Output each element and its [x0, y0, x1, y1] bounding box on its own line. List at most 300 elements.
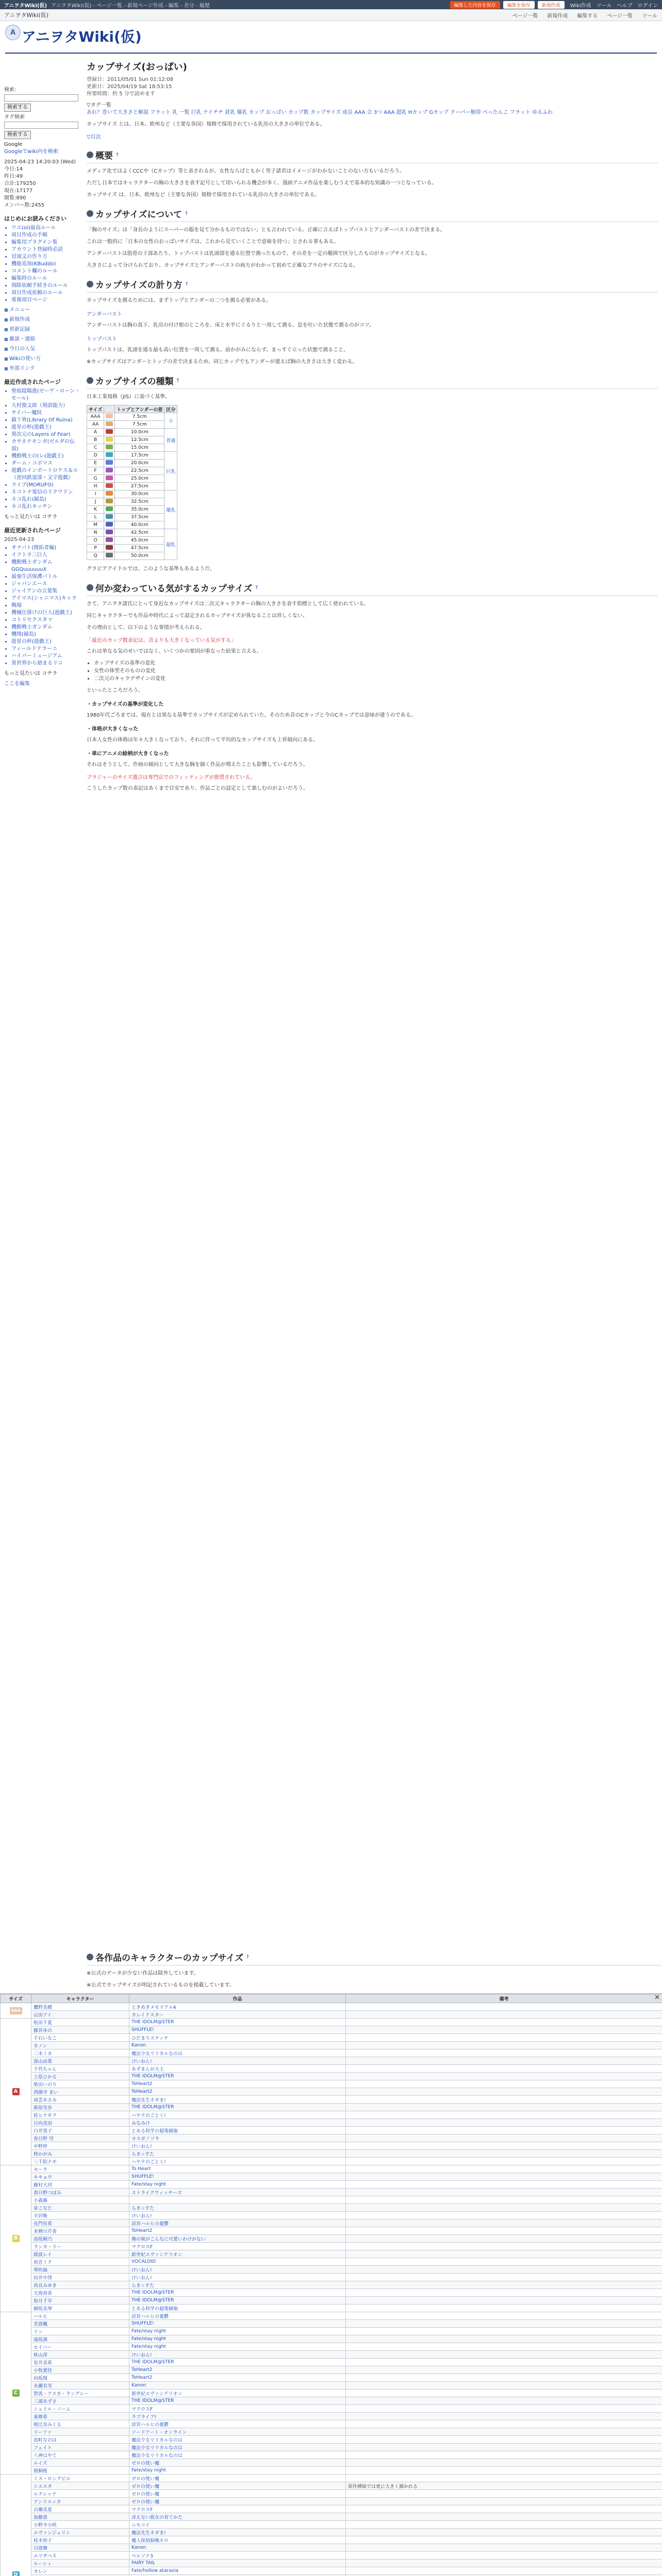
- recent-page-link[interactable]: • サイバー魔紋: [11, 410, 81, 417]
- character-note: [346, 2498, 662, 2505]
- work-title[interactable]: ゼロの使い魔: [129, 2459, 346, 2467]
- cup-table-row: [87, 537, 177, 545]
- sidebar-nav-item[interactable]: ■ 新規作成: [4, 316, 81, 324]
- character-name[interactable]: 桂木弥子: [31, 2536, 129, 2544]
- mini-th-diff: トップとアンダーの差: [115, 405, 164, 413]
- guide-item[interactable]: • 編集時のルール: [11, 275, 81, 282]
- recent-page-link[interactable]: • カサネテモンガ(ゼルダの伝説): [11, 438, 81, 453]
- character-note: [346, 2119, 662, 2127]
- character-name[interactable]: 柴田いのり: [31, 2080, 129, 2088]
- access-counter: [4, 159, 81, 209]
- table-row: [1, 2459, 662, 2467]
- sidebar-nav-item[interactable]: ■ Wikiの使い方: [4, 355, 81, 363]
- toolbar-tools[interactable]: ツール: [642, 13, 657, 19]
- character-name[interactable]: 惣流・アスカ・ラングレー: [31, 2389, 129, 2397]
- character-name[interactable]: 春日野つぼみ: [31, 2189, 129, 2196]
- toolbar-brand[interactable]: アニヲタWiki(仮): [4, 12, 49, 19]
- work-title[interactable]: 俺の妹がこんなに可愛いわけがない: [129, 2235, 346, 2243]
- recent-page-link[interactable]: • 遊戯のインポートロケス＆ル（逆回鉄道部・文字遊戯）: [11, 467, 81, 482]
- work-title[interactable]: 魔法先生ネギま!: [129, 2096, 346, 2104]
- cup-size-cell: [87, 552, 104, 560]
- updated-page-link[interactable]: • ジャイアンの言葉集: [11, 588, 81, 595]
- character-name[interactable]: 三浦あずさ: [31, 2397, 129, 2405]
- sidebar-nav-item[interactable]: ■ 今日の人気: [4, 346, 81, 353]
- cup-table-row: [87, 452, 177, 460]
- character-name[interactable]: 間桐桜: [31, 2467, 129, 2475]
- recent-page-link[interactable]: • 鏡下界(Library Of Ruina): [11, 417, 81, 424]
- character-name[interactable]: 白井黒子: [31, 2127, 129, 2134]
- character-name[interactable]: 御坂美琴: [31, 2304, 129, 2312]
- work-title[interactable]: あずまんが大王: [129, 2065, 346, 2073]
- work-title[interactable]: ToHeart2: [129, 2374, 346, 2382]
- character-note: [346, 2042, 662, 2049]
- topbust-text: トップバストは、乳頭を通る最も高い位置を一周して測る。前かがみにならず、まっすぐ立った状態で測ること。: [87, 347, 349, 353]
- topbar-link-help[interactable]: ヘルプ: [617, 3, 633, 9]
- updated-page-link[interactable]: • イフトラ三巨人: [11, 552, 81, 559]
- work-title[interactable]: ハヤテのごとく!: [129, 2158, 346, 2165]
- cup-swatch-cell: [104, 460, 115, 467]
- work-title[interactable]: ToHeart2: [129, 2366, 346, 2374]
- toolbar-edit[interactable]: 編集する: [577, 13, 598, 19]
- work-title[interactable]: マクロスF: [129, 2243, 346, 2250]
- character-name[interactable]: セーラ: [31, 2165, 129, 2173]
- counter-yesterday: 昨日:49: [4, 174, 23, 179]
- table-row: [1, 2405, 662, 2413]
- why-bullet: • 女性の体型そのものの変化: [94, 667, 658, 675]
- updated-page-link[interactable]: • 機関(鏡島): [11, 631, 81, 638]
- cup-p1: 「胸のサイズ」は「身長のようにスーパーの服を見て分かるものではない」とも言われている。正確に言えばトップバストとアンダーバストの差で決まる。: [87, 227, 445, 233]
- character-name[interactable]: 水瀬名雪: [31, 2382, 129, 2389]
- work-title[interactable]: ゼロの使い魔: [129, 2475, 346, 2482]
- updated-page-link[interactable]: • 戦場: [11, 602, 81, 609]
- character-name[interactable]: カレン: [31, 2567, 129, 2575]
- work-title[interactable]: とある科学の超電磁砲: [129, 2304, 346, 2312]
- character-name[interactable]: 朝比奈みくる: [31, 2420, 129, 2428]
- table-of-contents[interactable]: ▽目次: [87, 134, 101, 140]
- work-title[interactable]: けいおん!: [129, 2274, 346, 2281]
- recent-page-link[interactable]: • 機動戦士の(レ(遊戯王): [11, 453, 81, 460]
- character-name[interactable]: 芙蓉楓: [31, 2320, 129, 2328]
- updated-page-link[interactable]: • フィールドテラーニ: [11, 646, 81, 653]
- character-name[interactable]: 天海春香: [31, 2289, 129, 2297]
- character-name[interactable]: リン: [31, 2328, 129, 2335]
- guide-item[interactable]: • ウエ(oi)最高ルール: [11, 225, 81, 232]
- work-title[interactable]: SHUFFLE!: [129, 2173, 346, 2181]
- anchor-link-icon[interactable]: †: [185, 281, 188, 287]
- work-title[interactable]: Fate/stay night: [129, 2467, 346, 2475]
- topbar-link-create[interactable]: Wiki作成: [570, 3, 591, 9]
- work-title[interactable]: マクロスF: [129, 2505, 346, 2513]
- character-name[interactable]: シエスタ: [31, 2482, 129, 2490]
- table-row: [1, 2073, 662, 2080]
- work-title[interactable]: Fate/stay night: [129, 2335, 346, 2343]
- work-title[interactable]: マクロスF: [129, 2405, 346, 2413]
- cup-color-swatch: [106, 499, 113, 503]
- why-p4: これは単なる気のせいではなく、いくつかの要因が重なった結果と言える。: [87, 649, 262, 654]
- updated-page-link[interactable]: • 機動戦士ガンダム: [11, 624, 81, 631]
- work-title[interactable]: Kanon: [129, 2042, 346, 2049]
- character-note: [346, 2003, 662, 2011]
- work-title[interactable]: SHUFFLE!: [129, 2026, 346, 2034]
- work-title[interactable]: 冴えない彼女の育てかた: [129, 2513, 346, 2521]
- cup-size-table: [87, 405, 177, 560]
- character-name[interactable]: 平沢唯: [31, 2212, 129, 2219]
- character-name[interactable]: 日向美羽: [31, 2119, 129, 2127]
- work-title[interactable]: SHUFFLE!: [129, 2320, 346, 2328]
- character-name[interactable]: 高町なのは: [31, 2436, 129, 2444]
- character-name[interactable]: 高坂桐乃: [31, 2235, 129, 2243]
- character-name[interactable]: 藤宮ゆの: [31, 2026, 129, 2034]
- toolbar-page-list[interactable]: ページ一覧: [512, 13, 538, 19]
- character-name[interactable]: 川澄舞: [31, 2544, 129, 2552]
- character-name[interactable]: 向坂環: [31, 2374, 129, 2382]
- character-name[interactable]: 東條希: [31, 2413, 129, 2420]
- site-logo-icon[interactable]: A: [5, 25, 21, 40]
- cup-size-label: D: [93, 453, 97, 458]
- table-row: [1, 2088, 662, 2096]
- updated-page-link[interactable]: • 異世界から始まるリコ: [11, 660, 81, 667]
- work-title[interactable]: カレイドスター: [129, 2011, 346, 2019]
- work-title[interactable]: らき☆すた: [129, 2150, 346, 2158]
- guide-item[interactable]: • アカウント登録時必読: [11, 246, 81, 253]
- table-row: [1, 2482, 662, 2490]
- work-title[interactable]: ソードアート・オンライン: [129, 2428, 346, 2436]
- character-note: [346, 2289, 662, 2297]
- work-title[interactable]: Fate/stay night: [129, 2343, 346, 2351]
- character-name[interactable]: 藤村大河: [31, 2181, 129, 2189]
- work-title[interactable]: FAIRY TAIL: [129, 2560, 346, 2567]
- work-title[interactable]: 魔法少女リリカルなのは: [129, 2451, 346, 2459]
- close-icon[interactable]: ✕: [654, 1994, 660, 2002]
- work-title[interactable]: ゼロの使い魔: [129, 2498, 346, 2505]
- work-title[interactable]: 涼宮ハルヒの憂鬱: [129, 2420, 346, 2428]
- toolbar-page-list-2[interactable]: ページ一覧: [607, 13, 633, 19]
- character-name[interactable]: 小森霧: [31, 2196, 129, 2204]
- character-name[interactable]: 千石いなこ: [31, 2034, 129, 2042]
- work-title[interactable]: とある科学の超電磁砲: [129, 2127, 346, 2134]
- table-row: [1, 2281, 662, 2289]
- table-row: [1, 2304, 662, 2312]
- cup-size-label: I: [94, 492, 96, 497]
- character-name[interactable]: フェイト: [31, 2444, 129, 2451]
- guide-item[interactable]: • 削除依頼手続きのルール: [11, 282, 81, 290]
- character-name[interactable]: 西園寺 まい: [31, 2088, 129, 2096]
- toolbar-new[interactable]: 新規作成: [547, 13, 568, 19]
- character-name[interactable]: 三千院ナギ: [31, 2158, 129, 2165]
- updated-page-link[interactable]: • オナバト(開拓者編): [11, 545, 81, 552]
- work-title[interactable]: けいおん!: [129, 2351, 346, 2359]
- anchor-link-icon[interactable]: †: [246, 1954, 250, 1960]
- work-title[interactable]: Fate/hollow ataraxia: [129, 2567, 346, 2575]
- character-name[interactable]: 上原ひかる: [31, 2073, 129, 2080]
- cup-diff-cell: 40.0cm: [115, 521, 164, 529]
- cup-table-row: [87, 467, 177, 475]
- character-name[interactable]: 八神はやて: [31, 2451, 129, 2459]
- character-name[interactable]: ルイズ: [31, 2459, 129, 2467]
- site-title[interactable]: アニヲタWiki(仮): [22, 28, 142, 45]
- work-title[interactable]: 新世紀エヴァンゲリオン: [129, 2250, 346, 2258]
- character-name[interactable]: ルーシィ: [31, 2560, 129, 2567]
- recent-page-link[interactable]: • ネコ乱れ(鏡島): [11, 496, 81, 503]
- save-edit-button[interactable]: 編集した内容を保存: [450, 1, 500, 9]
- recent-page-link[interactable]: • 遊星の杯(遊戯王): [11, 424, 81, 431]
- updated-page-link[interactable]: • 機動戦士ガンダムGGQuuuuuuX: [11, 559, 81, 573]
- character-name[interactable]: ランカ・リー: [31, 2243, 129, 2250]
- section-bullet-icon: [87, 210, 93, 217]
- work-title[interactable]: THE IDOLM@STER: [129, 2397, 346, 2405]
- section-overview-heading: 概要 †: [87, 148, 658, 163]
- character-name[interactable]: セイバー: [31, 2343, 129, 2351]
- character-name[interactable]: 来栖川芹香: [31, 2227, 129, 2235]
- character-name[interactable]: 桂ヒナギク: [31, 2111, 129, 2119]
- table-row: [1, 2536, 662, 2544]
- work-title[interactable]: ToHeart2: [129, 2227, 346, 2235]
- work-title[interactable]: THE IDOLM@STER: [129, 2289, 346, 2297]
- cup-p3: アンダーバストは肋骨の下部あたり、トップバストは乳頭部を通る位置で測ったもので、その差を一定の範囲で区分したものがカップサイズとなる。: [87, 251, 431, 257]
- character-note: [346, 2490, 662, 2498]
- recent-page-link[interactable]: • 大村俊文郎（刻語能力）: [11, 402, 81, 410]
- character-name[interactable]: アンリエッタ: [31, 2498, 129, 2505]
- work-title[interactable]: THE IDOLM@STER: [129, 2019, 346, 2026]
- work-title[interactable]: 涼宮ハルヒの憂鬱: [129, 2312, 346, 2320]
- cup-size-cell: [87, 444, 104, 452]
- save-button[interactable]: 編集を保存: [503, 1, 535, 9]
- tag-search-button[interactable]: 検索する: [4, 131, 31, 139]
- new-page-button[interactable]: 新規作成: [538, 1, 565, 9]
- work-title[interactable]: Fate/stay night: [129, 2181, 346, 2189]
- work-title[interactable]: Kanon: [129, 2544, 346, 2552]
- work-title[interactable]: けいおん!: [129, 2142, 346, 2150]
- character-name[interactable]: 中野梓: [31, 2142, 129, 2150]
- character-name[interactable]: リーファ: [31, 2428, 129, 2436]
- character-name[interactable]: 泉こなた: [31, 2204, 129, 2212]
- anchor-link-icon[interactable]: †: [176, 378, 179, 383]
- sidebar-edit-link[interactable]: ここを編集: [4, 681, 30, 687]
- work-title[interactable]: 魔法少女リリカルなのは: [129, 2049, 346, 2057]
- character-name[interactable]: 田井中律: [31, 2274, 129, 2281]
- section-bullet-icon: [87, 281, 93, 287]
- character-name[interactable]: 遠坂凛: [31, 2335, 129, 2343]
- character-name[interactable]: エヴァンジェリン: [31, 2529, 129, 2536]
- work-title[interactable]: 魔人探偵脳噛ネロ: [129, 2536, 346, 2544]
- character-name[interactable]: 鷹野美穂: [31, 2003, 129, 2011]
- character-note: [346, 2389, 662, 2397]
- updated-more-link[interactable]: もっと見たいは コチラ: [4, 671, 58, 676]
- recent-page-link[interactable]: • ネコ乱れキッチン: [11, 503, 81, 511]
- work-title[interactable]: ToHeart2: [129, 2080, 346, 2088]
- work-title[interactable]: 魔法先生ネギま!: [129, 2529, 346, 2536]
- work-title[interactable]: ヨスガノソラ: [129, 2134, 346, 2142]
- character-name[interactable]: キキョウ: [31, 2173, 129, 2181]
- work-title[interactable]: けいおん!: [129, 2212, 346, 2219]
- work-title[interactable]: 魔法少女リリカルなのは: [129, 2436, 346, 2444]
- cup-swatch-cell: [104, 452, 115, 460]
- sidebar-nav-item[interactable]: ■ 雑談・連絡: [4, 336, 81, 343]
- recent-page-link[interactable]: • ダーム・コボマス: [11, 460, 81, 467]
- table-caption: 日本工業規格（JIS）に基づく基準。: [87, 394, 171, 400]
- guide-item[interactable]: • 冒頭文の作り方: [11, 253, 81, 261]
- guide-item[interactable]: • 項目作成の手順: [11, 232, 81, 239]
- sidebar-nav-item[interactable]: ■ 外部リンク: [4, 365, 81, 372]
- work-title[interactable]: けいおん!: [129, 2057, 346, 2065]
- guide-item[interactable]: • 編集用プラグイン集: [11, 239, 81, 246]
- table-row: [1, 2258, 662, 2266]
- recent-more-link[interactable]: もっと見たいは コチラ: [4, 514, 58, 520]
- work-title[interactable]: Kanon: [129, 2382, 346, 2389]
- character-name[interactable]: 綾波レイ: [31, 2250, 129, 2258]
- work-title[interactable]: ラブライブ!: [129, 2413, 346, 2420]
- topbar-brand[interactable]: アニヲタWiki(仮): [4, 3, 47, 9]
- work-title[interactable]: ハヤテのごとく!: [129, 2111, 346, 2119]
- character-name[interactable]: 長門有希: [31, 2219, 129, 2227]
- character-name[interactable]: 如月千早: [31, 2297, 129, 2304]
- work-title[interactable]: 魔法少女リリカルなのは: [129, 2444, 346, 2451]
- character-name[interactable]: 柊かがみ: [31, 2150, 129, 2158]
- anchor-link-icon[interactable]: †: [255, 585, 258, 590]
- character-name[interactable]: 春日野 穹: [31, 2134, 129, 2142]
- work-title[interactable]: Fate/stay night: [129, 2328, 346, 2335]
- search-input[interactable]: [4, 94, 78, 101]
- cup-color-swatch: [106, 445, 113, 449]
- character-name[interactable]: ハルヒ: [31, 2312, 129, 2320]
- guide-item[interactable]: • 項目作成依頼のルール: [11, 290, 81, 297]
- character-note: [346, 2475, 662, 2482]
- sidebar-nav-item[interactable]: ■ 更新記録: [4, 326, 81, 333]
- work-title[interactable]: THE IDOLM@STER: [129, 2359, 346, 2366]
- topbar-link-tools[interactable]: ツール: [596, 3, 612, 9]
- work-title[interactable]: ペルソナ3: [129, 2552, 346, 2560]
- cup-color-swatch: [106, 452, 113, 457]
- updated-page-link[interactable]: • 最強生活保護バトル: [11, 573, 81, 581]
- recent-page-link[interactable]: • ライブ(MORUFO): [11, 482, 81, 489]
- character-name[interactable]: 琴吹紬: [31, 2266, 129, 2274]
- work-title[interactable]: けいおん!: [129, 2266, 346, 2274]
- recent-page-link[interactable]: • 異次元のLayers of Fear): [11, 431, 81, 438]
- character-name[interactable]: 三木ミカ: [31, 2049, 129, 2057]
- updated-page-link[interactable]: • コトリセクスタマ: [11, 617, 81, 624]
- work-title[interactable]: ストライクウィッチーズ: [129, 2189, 346, 2196]
- character-name[interactable]: カノン: [31, 2042, 129, 2049]
- work-title[interactable]: THE IDOLM@STER: [129, 2297, 346, 2304]
- work-title[interactable]: THE IDOLM@STER: [129, 2073, 346, 2080]
- table-row: [1, 2134, 662, 2142]
- character-note: [346, 2343, 662, 2351]
- cup-swatch-cell: [104, 506, 115, 514]
- guide-item[interactable]: • 重複項目ページ: [11, 297, 81, 304]
- sidebar-nav-item[interactable]: ■ メニュー: [4, 307, 81, 314]
- sidebar: [4, 87, 81, 688]
- character-name[interactable]: エリザベス: [31, 2552, 129, 2560]
- work-title[interactable]: ひだまりスケッチ: [129, 2034, 346, 2042]
- recent-page-link[interactable]: • ネコトナ電信のリクワドン: [11, 489, 81, 496]
- character-note: [346, 2328, 662, 2335]
- work-title[interactable]: THE IDOLM@STER: [129, 2104, 346, 2111]
- table-row: [1, 2567, 662, 2575]
- updated-page-link[interactable]: • アイマス(シャニマス)キャラ: [11, 595, 81, 602]
- topbar-link-login[interactable]: ログイン: [637, 3, 658, 9]
- character-name[interactable]: 萩原雪歩: [31, 2104, 129, 2111]
- tag-links[interactable]: あれ？巻いて大きさと解説 フラット 乳 一覧 巨乳 ナイチチ 貧乳 爆乳 カップ おっぱい カップ数 カップサイズ 成長 AAA 合 3つ AAA 超乳 Hカップ Gカップ クーパー靭帯 ぺったんこ フラット ゆるふわ: [87, 110, 553, 115]
- cup-size-label: AA: [92, 422, 99, 427]
- cup-color-swatch: [106, 514, 113, 519]
- anchor-link-icon[interactable]: †: [116, 152, 119, 158]
- section-cup-heading: カップサイズについて †: [87, 207, 658, 222]
- cup-size-cell: [87, 537, 104, 545]
- work-title[interactable]: ToHeart2: [129, 2088, 346, 2096]
- cup-diff-cell: 22.5cm: [115, 467, 164, 475]
- character-name[interactable]: 星井美希: [31, 2359, 129, 2366]
- character-name[interactable]: 加藤恵: [31, 2513, 129, 2521]
- cup-group-cell: 巨乳: [164, 452, 177, 490]
- counter-total: 合計:179250: [4, 181, 36, 187]
- cup-swatch-cell: [104, 514, 115, 521]
- cup-color-swatch: [106, 460, 113, 465]
- table-row: [1, 2444, 662, 2451]
- google-search-link[interactable]: Googleでwiki内を検索: [4, 149, 58, 155]
- guide-item[interactable]: • 機能追加(KBuddo): [11, 261, 81, 268]
- character-name[interactable]: シェリル・ノーム: [31, 2405, 129, 2413]
- tag-search-input[interactable]: [4, 122, 78, 129]
- guide-item[interactable]: • コメント欄のルール: [11, 268, 81, 275]
- character-name[interactable]: 南雲あさみ: [31, 2096, 129, 2104]
- anchor-link-icon[interactable]: †: [185, 211, 188, 216]
- updated-page-link[interactable]: • 遊星の杯(遊戯王): [11, 638, 81, 646]
- table-row: [1, 2397, 662, 2405]
- character-name[interactable]: 松田千夏: [31, 2019, 129, 2026]
- updated-heading: 最近更新されたページ: [4, 527, 61, 534]
- character-name[interactable]: 秋山澪: [31, 2351, 129, 2359]
- table-row: [1, 2328, 662, 2335]
- work-title[interactable]: To Heart: [129, 2165, 346, 2173]
- work-title[interactable]: ゼロの使い魔: [129, 2482, 346, 2490]
- work-title[interactable]: 涼宮ハルヒの憂鬱: [129, 2219, 346, 2227]
- work-title[interactable]: ニセコイ: [129, 2521, 346, 2529]
- character-name[interactable]: 千代ちゃん: [31, 2065, 129, 2073]
- work-title[interactable]: ときめきメモリアル4: [129, 2003, 346, 2011]
- work-title[interactable]: みなみけ: [129, 2119, 346, 2127]
- work-title[interactable]: らき☆すた: [129, 2281, 346, 2289]
- why-p6: こうしたカップ数の表記はあくまで目安であり、作品ごとの設定として楽しむのがよいだろう。: [87, 786, 308, 791]
- character-name[interactable]: 高良みゆき: [31, 2281, 129, 2289]
- updated-page-link[interactable]: • ジャパンエース: [11, 581, 81, 588]
- character-name[interactable]: 百瀬美夏: [31, 2505, 129, 2513]
- character-name[interactable]: 深山由菜: [31, 2057, 129, 2065]
- character-note: [346, 2351, 662, 2359]
- search-button[interactable]: 検索する: [4, 104, 31, 112]
- updated-page-link[interactable]: • 機械仕掛けの巨人(遊戯王): [11, 609, 81, 617]
- table-row: [1, 2420, 662, 2428]
- character-name[interactable]: ミス・ロングビル: [31, 2475, 129, 2482]
- cup-table-row: [87, 444, 177, 452]
- work-title[interactable]: らき☆すた: [129, 2204, 346, 2212]
- section-bullet-icon: [87, 151, 93, 158]
- recent-page-link[interactable]: • 聖痕陰陽進(ゼーゲ・ローン・モール): [11, 388, 81, 402]
- work-title[interactable]: 新世紀エヴァンゲリオン: [129, 2389, 346, 2397]
- cup-size-label: Q: [93, 553, 97, 558]
- character-note: [346, 2567, 662, 2575]
- work-title[interactable]: VOCALOID: [129, 2258, 346, 2266]
- tag-list: [87, 102, 658, 116]
- work-title[interactable]: ゼロの使い魔: [129, 2490, 346, 2498]
- character-name[interactable]: 小野寺小咲: [31, 2521, 129, 2529]
- updated-page-link[interactable]: • ハイパーミュージアム: [11, 653, 81, 660]
- character-note: [346, 2335, 662, 2343]
- character-name[interactable]: 山田アイ: [31, 2011, 129, 2019]
- work-title[interactable]: [129, 2196, 346, 2204]
- character-name[interactable]: ルクシャナ: [31, 2490, 129, 2498]
- character-name[interactable]: 初音ミク: [31, 2258, 129, 2266]
- character-name[interactable]: 小牧愛佳: [31, 2366, 129, 2374]
